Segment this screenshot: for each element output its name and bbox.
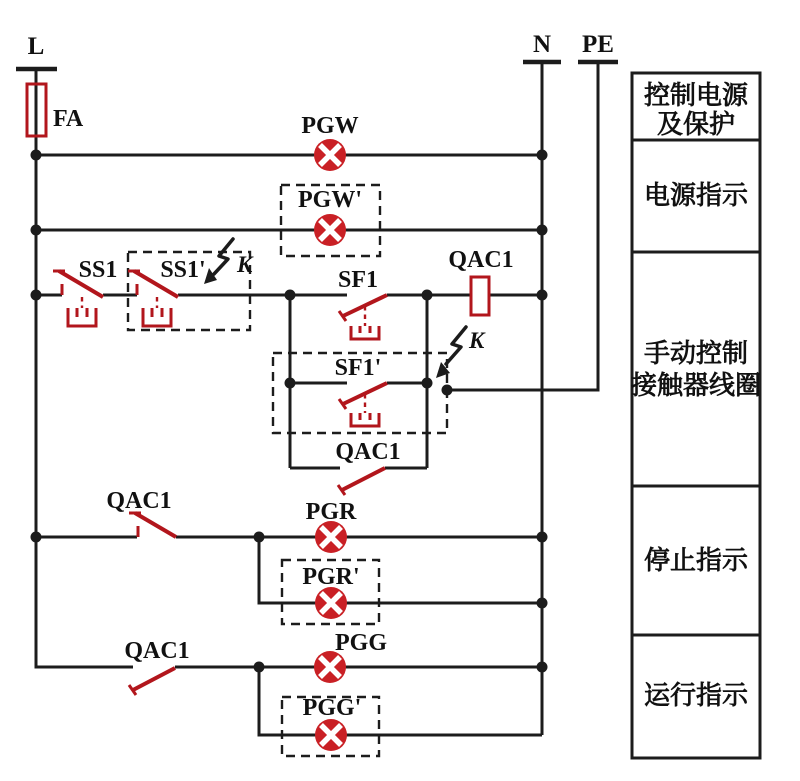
qac1-run-label: QAC1: [124, 638, 190, 664]
interference-k-ss1-label: K: [237, 252, 253, 277]
terminal-l-label: L: [27, 33, 45, 60]
terminal-pe: [578, 31, 618, 62]
table-row-4-line-1: 停止指示: [643, 545, 749, 575]
table-row-1-line-2: 及保护: [656, 109, 736, 139]
terminal-n-label: N: [532, 31, 552, 58]
contactor-coil-qac1-symbol: [448, 247, 513, 315]
lamp-pgw-shadow-symbol: [298, 187, 362, 246]
lamp-pgw-shadow-label: PGW': [298, 187, 362, 213]
sf1-label: SF1: [337, 267, 379, 293]
pushbutton-sf1-shadow-symbol: [335, 355, 387, 426]
contact-qac1-stop-symbol: [106, 488, 176, 537]
table-row-5-line-1: 运行指示: [643, 680, 749, 710]
fuse-fa-label: FA: [53, 106, 84, 132]
lamp-pgr-shadow-symbol: [302, 564, 359, 619]
lamp-pgr-label: PGR: [305, 499, 357, 525]
qac1-selfhold-label: QAC1: [335, 439, 401, 465]
sf1-shadow-label: SF1': [334, 355, 382, 381]
table-row-3-line-1: 手动控制: [643, 338, 749, 368]
qac1-coil-label: QAC1: [448, 247, 514, 273]
qac1-stop-label: QAC1: [106, 488, 172, 514]
ss1-label: SS1: [78, 257, 118, 283]
table-row-3-line-2: 接触器线圈: [630, 370, 762, 400]
ss1-shadow-label: SS1': [160, 257, 206, 283]
lamp-pgw-label: PGW: [301, 113, 359, 139]
lamp-pgw-symbol: [301, 113, 358, 171]
pushbutton-ss1-shadow-symbol: [128, 257, 206, 326]
lamp-pgg-shadow-label: PGG': [302, 695, 362, 721]
terminal-l: [16, 33, 57, 69]
lamp-pgg-shadow-symbol: [303, 695, 362, 751]
lamp-pgg-label: PGG: [335, 630, 387, 656]
interference-k-sf1-label: K: [469, 328, 485, 353]
lamp-pgr-symbol: [306, 499, 357, 553]
terminal-pe-label: PE: [582, 31, 614, 58]
table-row-1-line-1: 控制电源: [643, 80, 749, 110]
table-row-2-line-1: 电源指示: [643, 180, 749, 210]
interference-k-ss1: [204, 239, 254, 284]
lamp-pgg-symbol: [314, 630, 387, 683]
lamp-pgr-shadow-label: PGR': [302, 564, 360, 590]
pushbutton-ss1-symbol: [53, 257, 117, 326]
terminal-n: [523, 31, 561, 62]
pushbutton-sf1-symbol: [338, 267, 387, 339]
function-table: [631, 73, 761, 758]
